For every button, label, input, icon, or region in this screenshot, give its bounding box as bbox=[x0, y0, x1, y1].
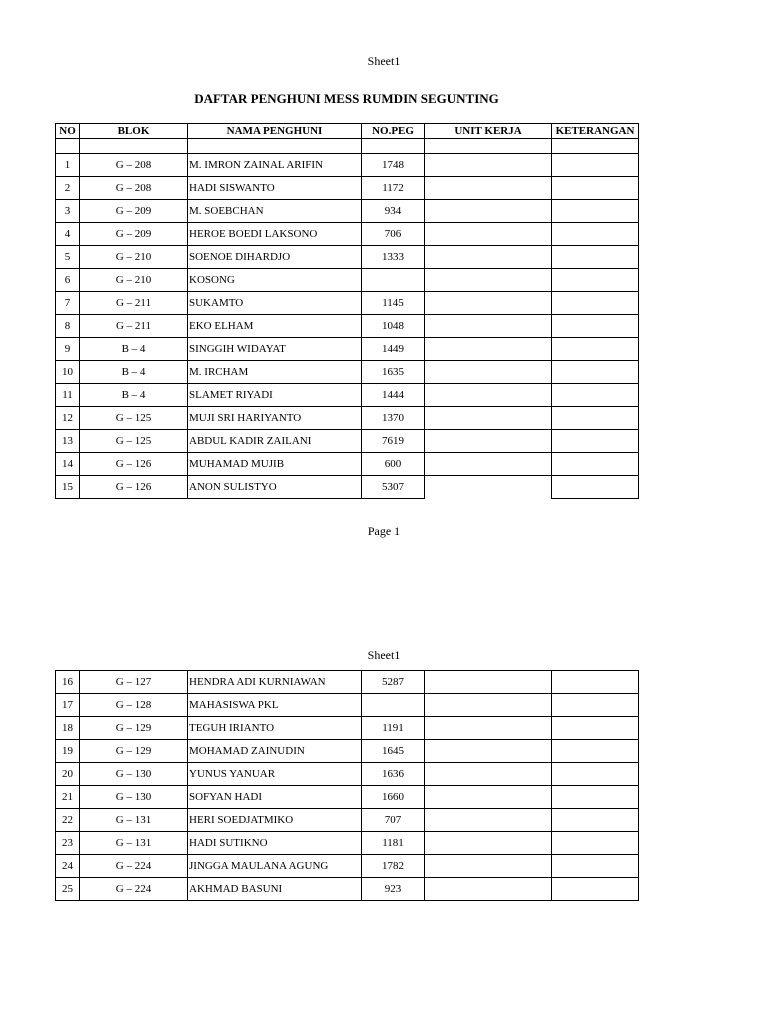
cell-no: 13 bbox=[56, 430, 80, 453]
cell-keterangan bbox=[552, 384, 639, 407]
cell-no-peg: 1449 bbox=[362, 338, 425, 361]
cell-keterangan bbox=[552, 476, 639, 499]
cell-no-peg: 1048 bbox=[362, 315, 425, 338]
table-row bbox=[56, 878, 639, 901]
cell-no: 24 bbox=[56, 855, 80, 878]
cell-keterangan bbox=[552, 832, 639, 855]
cell-nama: SUKAMTO bbox=[188, 292, 362, 315]
cell-no: 4 bbox=[56, 223, 80, 246]
cell-no: 16 bbox=[56, 671, 80, 694]
table-row bbox=[56, 407, 639, 430]
cell-no-peg: 1333 bbox=[362, 246, 425, 269]
cell-keterangan bbox=[552, 855, 639, 878]
cell-blok: G – 130 bbox=[80, 786, 188, 809]
cell-no-peg: 7619 bbox=[362, 430, 425, 453]
cell-nama: AKHMAD BASUNI bbox=[188, 878, 362, 901]
table-row bbox=[56, 430, 639, 453]
cell-nama: ABDUL KADIR ZAILANI bbox=[188, 430, 362, 453]
cell-no-peg: 707 bbox=[362, 809, 425, 832]
table-row bbox=[56, 855, 639, 878]
cell-no-peg: 706 bbox=[362, 223, 425, 246]
cell-unit-kerja bbox=[425, 200, 552, 223]
table-row bbox=[56, 246, 639, 269]
cell-keterangan bbox=[552, 786, 639, 809]
cell-keterangan bbox=[552, 430, 639, 453]
cell-blok: G – 210 bbox=[80, 246, 188, 269]
cell-unit-kerja bbox=[425, 476, 552, 499]
cell-unit-kerja bbox=[425, 763, 552, 786]
cell-keterangan bbox=[552, 292, 639, 315]
cell-nama: MUHAMAD MUJIB bbox=[188, 453, 362, 476]
table-row bbox=[56, 809, 639, 832]
cell-blok: G – 209 bbox=[80, 200, 188, 223]
cell-keterangan bbox=[552, 361, 639, 384]
header-unit-kerja: UNIT KERJA bbox=[425, 124, 552, 139]
cell-blok: G – 211 bbox=[80, 292, 188, 315]
cell-keterangan bbox=[552, 177, 639, 200]
cell-no: 1 bbox=[56, 154, 80, 177]
cell-keterangan bbox=[552, 338, 639, 361]
cell-blok: G – 128 bbox=[80, 694, 188, 717]
cell-nama: SINGGIH WIDAYAT bbox=[188, 338, 362, 361]
cell-keterangan bbox=[552, 154, 639, 177]
cell-no-peg: 934 bbox=[362, 200, 425, 223]
cell-blok: B – 4 bbox=[80, 338, 188, 361]
cell-keterangan bbox=[552, 809, 639, 832]
document-title: DAFTAR PENGHUNI MESS RUMDIN SEGUNTING bbox=[194, 91, 499, 106]
cell-blok: G – 126 bbox=[80, 453, 188, 476]
cell-unit-kerja bbox=[425, 407, 552, 430]
cell-no: 18 bbox=[56, 717, 80, 740]
cell-unit-kerja bbox=[425, 717, 552, 740]
cell-nama: M. SOEBCHAN bbox=[188, 200, 362, 223]
cell-no: 5 bbox=[56, 246, 80, 269]
cell-keterangan bbox=[552, 878, 639, 901]
cell-nama: MUJI SRI HARIYANTO bbox=[188, 407, 362, 430]
cell-blok: B – 4 bbox=[80, 361, 188, 384]
cell-no-peg: 1444 bbox=[362, 384, 425, 407]
cell-blok: G – 209 bbox=[80, 223, 188, 246]
cell-blok: G – 131 bbox=[80, 832, 188, 855]
cell-no-peg: 5287 bbox=[362, 671, 425, 694]
table-row bbox=[56, 361, 639, 384]
cell-no: 14 bbox=[56, 453, 80, 476]
cell-keterangan bbox=[552, 453, 639, 476]
cell-blok: G – 210 bbox=[80, 269, 188, 292]
cell-unit-kerja bbox=[425, 694, 552, 717]
cell-blok: G – 129 bbox=[80, 717, 188, 740]
cell-no: 10 bbox=[56, 361, 80, 384]
cell-keterangan bbox=[552, 200, 639, 223]
cell-unit-kerja bbox=[425, 292, 552, 315]
cell-unit-kerja bbox=[425, 430, 552, 453]
cell-no-peg bbox=[362, 694, 425, 717]
cell-no: 6 bbox=[56, 269, 80, 292]
table-row bbox=[56, 763, 639, 786]
sheet-label-page1: Sheet1 bbox=[367, 54, 401, 68]
cell-unit-kerja bbox=[425, 832, 552, 855]
cell-blok: G – 131 bbox=[80, 809, 188, 832]
cell-keterangan bbox=[552, 717, 639, 740]
table-row bbox=[56, 223, 639, 246]
cell-unit-kerja bbox=[425, 740, 552, 763]
table-row bbox=[56, 740, 639, 763]
table-row bbox=[56, 786, 639, 809]
cell-no-peg: 1191 bbox=[362, 717, 425, 740]
cell-no: 8 bbox=[56, 315, 80, 338]
cell-no-peg: 1635 bbox=[362, 361, 425, 384]
header-no-peg: NO.PEG bbox=[362, 124, 425, 139]
cell-unit-kerja bbox=[425, 269, 552, 292]
table-row bbox=[56, 453, 639, 476]
cell-blok: G – 125 bbox=[80, 430, 188, 453]
cell-nama: MAHASISWA PKL bbox=[188, 694, 362, 717]
cell-no: 9 bbox=[56, 338, 80, 361]
cell-nama: HERI SOEDJATMIKO bbox=[188, 809, 362, 832]
cell-blok: B – 4 bbox=[80, 384, 188, 407]
cell-blok: G – 126 bbox=[80, 476, 188, 499]
cell-blok: G – 208 bbox=[80, 177, 188, 200]
table-row bbox=[56, 315, 639, 338]
cell-nama: M. IMRON ZAINAL ARIFIN bbox=[188, 154, 362, 177]
cell-unit-kerja bbox=[425, 809, 552, 832]
cell-nama: TEGUH IRIANTO bbox=[188, 717, 362, 740]
cell-nama: HENDRA ADI KURNIAWAN bbox=[188, 671, 362, 694]
cell-no-peg: 1748 bbox=[362, 154, 425, 177]
cell-no-peg: 5307 bbox=[362, 476, 425, 499]
cell-nama: MOHAMAD ZAINUDIN bbox=[188, 740, 362, 763]
cell-blok: G – 129 bbox=[80, 740, 188, 763]
cell-no-peg: 1782 bbox=[362, 855, 425, 878]
table-row bbox=[56, 717, 639, 740]
cell-unit-kerja bbox=[425, 246, 552, 269]
cell-nama: SLAMET RIYADI bbox=[188, 384, 362, 407]
cell-nama: HADI SISWANTO bbox=[188, 177, 362, 200]
table-row bbox=[56, 200, 639, 223]
cell-blok: G – 208 bbox=[80, 154, 188, 177]
cell-blok: G – 224 bbox=[80, 878, 188, 901]
residents-table-page2 bbox=[55, 670, 639, 901]
header-blok: BLOK bbox=[80, 124, 188, 139]
table-row bbox=[56, 832, 639, 855]
residents-table-page1 bbox=[55, 123, 639, 499]
table-row bbox=[56, 292, 639, 315]
cell-nama: ANON SULISTYO bbox=[188, 476, 362, 499]
cell-keterangan bbox=[552, 223, 639, 246]
table-row bbox=[56, 338, 639, 361]
cell-unit-kerja bbox=[425, 453, 552, 476]
cell-no-peg: 923 bbox=[362, 878, 425, 901]
header-nama-penghuni: NAMA PENGHUNI bbox=[188, 124, 362, 139]
sheet-label-page2: Sheet1 bbox=[367, 648, 401, 662]
table-row bbox=[56, 177, 639, 200]
cell-no: 21 bbox=[56, 786, 80, 809]
cell-blok: G – 125 bbox=[80, 407, 188, 430]
cell-keterangan bbox=[552, 740, 639, 763]
cell-blok: G – 130 bbox=[80, 763, 188, 786]
cell-keterangan bbox=[552, 763, 639, 786]
cell-nama: HADI SUTIKNO bbox=[188, 832, 362, 855]
cell-unit-kerja bbox=[425, 338, 552, 361]
cell-nama: KOSONG bbox=[188, 269, 362, 292]
cell-keterangan bbox=[552, 671, 639, 694]
cell-no: 22 bbox=[56, 809, 80, 832]
cell-no: 19 bbox=[56, 740, 80, 763]
header-no: NO bbox=[56, 124, 80, 139]
cell-nama: YUNUS YANUAR bbox=[188, 763, 362, 786]
cell-no: 23 bbox=[56, 832, 80, 855]
table-row bbox=[56, 476, 639, 499]
cell-no-peg: 1172 bbox=[362, 177, 425, 200]
cell-nama: HEROE BOEDI LAKSONO bbox=[188, 223, 362, 246]
table-row bbox=[56, 384, 639, 407]
cell-no-peg bbox=[362, 269, 425, 292]
cell-no-peg: 1636 bbox=[362, 763, 425, 786]
cell-no: 11 bbox=[56, 384, 80, 407]
cell-no: 25 bbox=[56, 878, 80, 901]
table-row bbox=[56, 694, 639, 717]
cell-no-peg: 1370 bbox=[362, 407, 425, 430]
cell-no: 7 bbox=[56, 292, 80, 315]
cell-no-peg: 1660 bbox=[362, 786, 425, 809]
header-keterangan: KETERANGAN bbox=[552, 124, 639, 139]
cell-unit-kerja bbox=[425, 786, 552, 809]
cell-unit-kerja bbox=[425, 223, 552, 246]
cell-nama: SOFYAN HADI bbox=[188, 786, 362, 809]
cell-keterangan bbox=[552, 407, 639, 430]
table-row bbox=[56, 269, 639, 292]
cell-no-peg: 1181 bbox=[362, 832, 425, 855]
cell-no: 3 bbox=[56, 200, 80, 223]
cell-no-peg: 1645 bbox=[362, 740, 425, 763]
cell-no-peg: 1145 bbox=[362, 292, 425, 315]
table-row bbox=[56, 154, 639, 177]
cell-unit-kerja bbox=[425, 177, 552, 200]
cell-no-peg: 600 bbox=[362, 453, 425, 476]
cell-nama: SOENOE DIHARDJO bbox=[188, 246, 362, 269]
cell-unit-kerja bbox=[425, 671, 552, 694]
cell-nama: JINGGA MAULANA AGUNG bbox=[188, 855, 362, 878]
cell-keterangan bbox=[552, 694, 639, 717]
cell-unit-kerja bbox=[425, 384, 552, 407]
cell-nama: M. IRCHAM bbox=[188, 361, 362, 384]
cell-no: 12 bbox=[56, 407, 80, 430]
cell-keterangan bbox=[552, 246, 639, 269]
cell-keterangan bbox=[552, 315, 639, 338]
page-number: Page 1 bbox=[367, 524, 401, 538]
cell-no: 20 bbox=[56, 763, 80, 786]
cell-unit-kerja bbox=[425, 855, 552, 878]
cell-no: 17 bbox=[56, 694, 80, 717]
cell-unit-kerja bbox=[425, 878, 552, 901]
cell-keterangan bbox=[552, 269, 639, 292]
cell-unit-kerja bbox=[425, 315, 552, 338]
cell-nama: EKO ELHAM bbox=[188, 315, 362, 338]
cell-unit-kerja bbox=[425, 361, 552, 384]
cell-blok: G – 224 bbox=[80, 855, 188, 878]
table-row bbox=[56, 671, 639, 694]
cell-blok: G – 211 bbox=[80, 315, 188, 338]
cell-no: 2 bbox=[56, 177, 80, 200]
cell-unit-kerja bbox=[425, 154, 552, 177]
blank-row bbox=[56, 139, 639, 154]
cell-no: 15 bbox=[56, 476, 80, 499]
cell-blok: G – 127 bbox=[80, 671, 188, 694]
